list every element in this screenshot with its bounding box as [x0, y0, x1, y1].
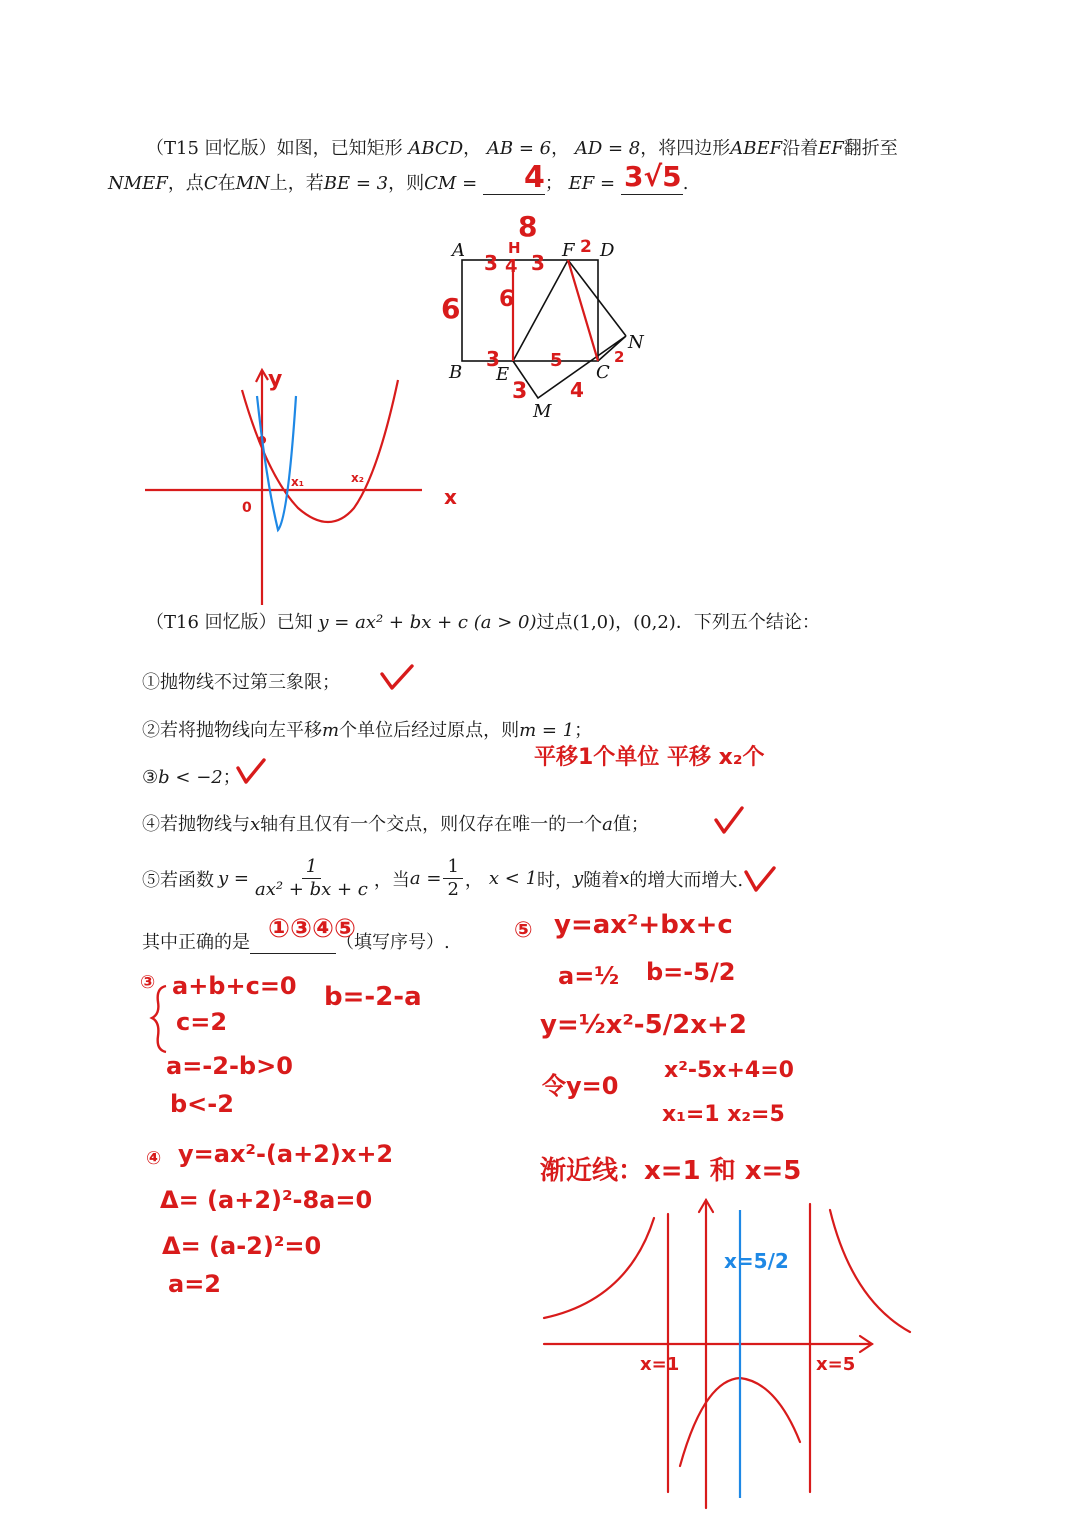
t15-text: ；	[544, 173, 563, 194]
t15-text: ，则	[388, 173, 425, 194]
cm-answer-handwritten: 4	[524, 160, 545, 195]
note-marker-5: ⑤	[514, 918, 533, 943]
note-4-line4: a=2	[168, 1270, 222, 1298]
note-5-line3: y=½x²-5/2x+2	[540, 1010, 747, 1040]
label-b: B	[449, 362, 463, 383]
a-equals: a =	[409, 868, 442, 889]
note-3-line1: a+b+c=0	[172, 972, 297, 1000]
hw-6-left: 6	[441, 292, 461, 325]
var-m: m	[322, 720, 340, 741]
frac-denominator: ax² + bx + c	[254, 879, 368, 900]
hw-4: 4	[505, 256, 518, 277]
note-5-line5: x₁=1 x₂=5	[662, 1102, 785, 1127]
hw-5: 5	[550, 350, 563, 371]
statement-1-text: ①抛物线不过第三象限；	[142, 672, 340, 693]
sketch-y-label: y	[268, 367, 283, 392]
y-equals: y =	[218, 868, 249, 889]
hw-3a: 3	[484, 251, 498, 275]
hw-2-n: 2	[614, 348, 625, 366]
t15-text: ，将四边形	[640, 138, 731, 159]
quad-name-2: NMEF	[108, 173, 168, 194]
m-equals-1: m = 1	[519, 720, 575, 741]
var-a: a	[602, 814, 613, 835]
a-condition: (a > 0)	[473, 612, 537, 633]
label-c: C	[596, 362, 610, 383]
label-f: F	[562, 240, 575, 261]
sketch-origin: 0	[242, 500, 252, 516]
note-3-line3: a=-2-b>0	[166, 1052, 293, 1080]
statement-2-text: ；	[574, 720, 593, 741]
note-4-line2: Δ= (a+2)²-8a=0	[160, 1186, 373, 1214]
answer-suffix: （填写序号）.	[336, 932, 450, 953]
var-x: x	[250, 814, 261, 835]
quad-name: ABEF	[730, 138, 783, 159]
left-branch	[544, 1218, 654, 1318]
cm-label: CM =	[424, 173, 478, 194]
quadratic-expression: y = ax² + bx + c	[318, 612, 468, 633]
t16-text: ．下列五个结论：	[675, 612, 820, 633]
hw-3b: 3	[531, 251, 545, 275]
ef-label: EF =	[568, 173, 616, 194]
label-m: M	[533, 401, 552, 422]
var-y: y	[573, 868, 584, 889]
statement-2-text: 个单位后经过原点，则	[339, 720, 520, 741]
label-x-5: x=5	[816, 1354, 856, 1375]
label-d: D	[600, 240, 615, 261]
note-5-line6: 渐近线：x=1 和 x=5	[540, 1156, 802, 1186]
note-marker-4: ④	[146, 1148, 162, 1169]
t16-text: ，	[615, 612, 634, 633]
statement-3-text: ；	[222, 767, 241, 788]
hw-2-top: 2	[580, 237, 592, 257]
t15-line-1: （T15 回忆版）如图，已知矩形 ABCD， AB = 6， AD = 8，将四边形ABEF沿着EF翻折至	[146, 138, 898, 159]
statement-5-text: 时，	[537, 869, 574, 891]
note-5-line4a: 令y=0	[542, 1072, 619, 1100]
fold-line: EF	[818, 138, 844, 159]
var-x: x	[619, 868, 630, 889]
t16-text: 过点	[536, 612, 573, 633]
label-e: E	[496, 364, 510, 385]
t15-text: 上，若	[269, 173, 324, 194]
note-statement-2: 平移1个单位 平移 x₂个	[534, 745, 765, 770]
sketch-x-label: x	[444, 485, 457, 509]
t15-text: ，点	[167, 173, 204, 194]
note-5-line4b: x²-5x+4=0	[664, 1058, 794, 1083]
t15-text: 翻折至	[843, 138, 898, 159]
ad-length: AD = 8	[574, 138, 641, 159]
t15-text: 沿着	[782, 138, 819, 159]
label-n: N	[628, 332, 644, 353]
hw-6-mid: 6	[499, 287, 515, 312]
b-less-than: b < −2	[158, 767, 223, 788]
label-a: A	[452, 240, 465, 261]
ab-length: AB = 6	[486, 138, 552, 159]
statement-5-text: 的增大而增大.	[629, 869, 744, 891]
x-less-than-1: x < 1	[488, 868, 538, 889]
statement-2-text: ②若将抛物线向左平移	[142, 720, 322, 741]
t16-intro: （T16 回忆版）已知	[146, 612, 313, 633]
hw-3-em: 3	[512, 379, 528, 404]
statement-5-text: 随着	[583, 869, 620, 891]
answer-prefix: 其中正确的是	[142, 932, 250, 953]
point-c: C	[203, 173, 218, 194]
sketch-x1: x₁	[291, 475, 304, 489]
point-0-2: (0,2)	[633, 612, 676, 633]
hw-8: 8	[518, 210, 538, 243]
statement-5-text: ⑤若函数	[142, 869, 214, 891]
statement-5-text: ，	[464, 869, 483, 891]
sketch-x2: x₂	[351, 471, 364, 485]
statement-3-num: ③	[142, 767, 159, 788]
statement-4-text: 轴有且仅有一个交点，则仅存在唯一的一个	[260, 814, 603, 835]
label-x-1: x=1	[640, 1354, 680, 1375]
ef-answer-handwritten: 3√5	[624, 160, 682, 193]
note-4-line3: Δ= (a-2)²=0	[162, 1232, 322, 1260]
t15-text: .	[682, 173, 689, 194]
point-1-0: (1,0)	[572, 612, 616, 633]
answer-handwritten: ①③④⑤	[268, 914, 357, 944]
t15-text: 在	[217, 173, 236, 194]
note-5-b: b=-5/2	[646, 958, 736, 986]
segment-mn: MN	[235, 173, 270, 194]
label-x-5-2: x=5/2	[724, 1249, 789, 1273]
frac-numerator: 1	[302, 856, 321, 879]
note-3-line2: c=2	[176, 1008, 228, 1036]
statement-5-text: ，当	[373, 869, 410, 891]
hw-4-cm: 4	[570, 378, 584, 402]
statement-4-text: ④若抛物线与	[142, 814, 250, 835]
note-4-line1: y=ax²-(a+2)x+2	[178, 1140, 394, 1168]
statement-4-text: 值；	[612, 814, 649, 835]
hw-3-bl: 3	[486, 347, 500, 371]
hw-h: H	[508, 239, 521, 257]
rect-name: ABCD	[408, 138, 464, 159]
note-3-right: b=-2-a	[324, 982, 422, 1012]
right-branch	[830, 1210, 910, 1332]
note-5-line1: y=ax²+bx+c	[554, 910, 733, 940]
note-marker-3: ③	[140, 972, 156, 993]
t15-intro: （T15 回忆版）如图，已知矩形	[146, 138, 403, 159]
note-5-a: a=½	[558, 962, 620, 990]
half-num: 1	[443, 856, 462, 879]
note-3-line4: b<-2	[170, 1090, 234, 1118]
half-den: 2	[447, 879, 459, 900]
be-length: BE = 3	[323, 173, 389, 194]
